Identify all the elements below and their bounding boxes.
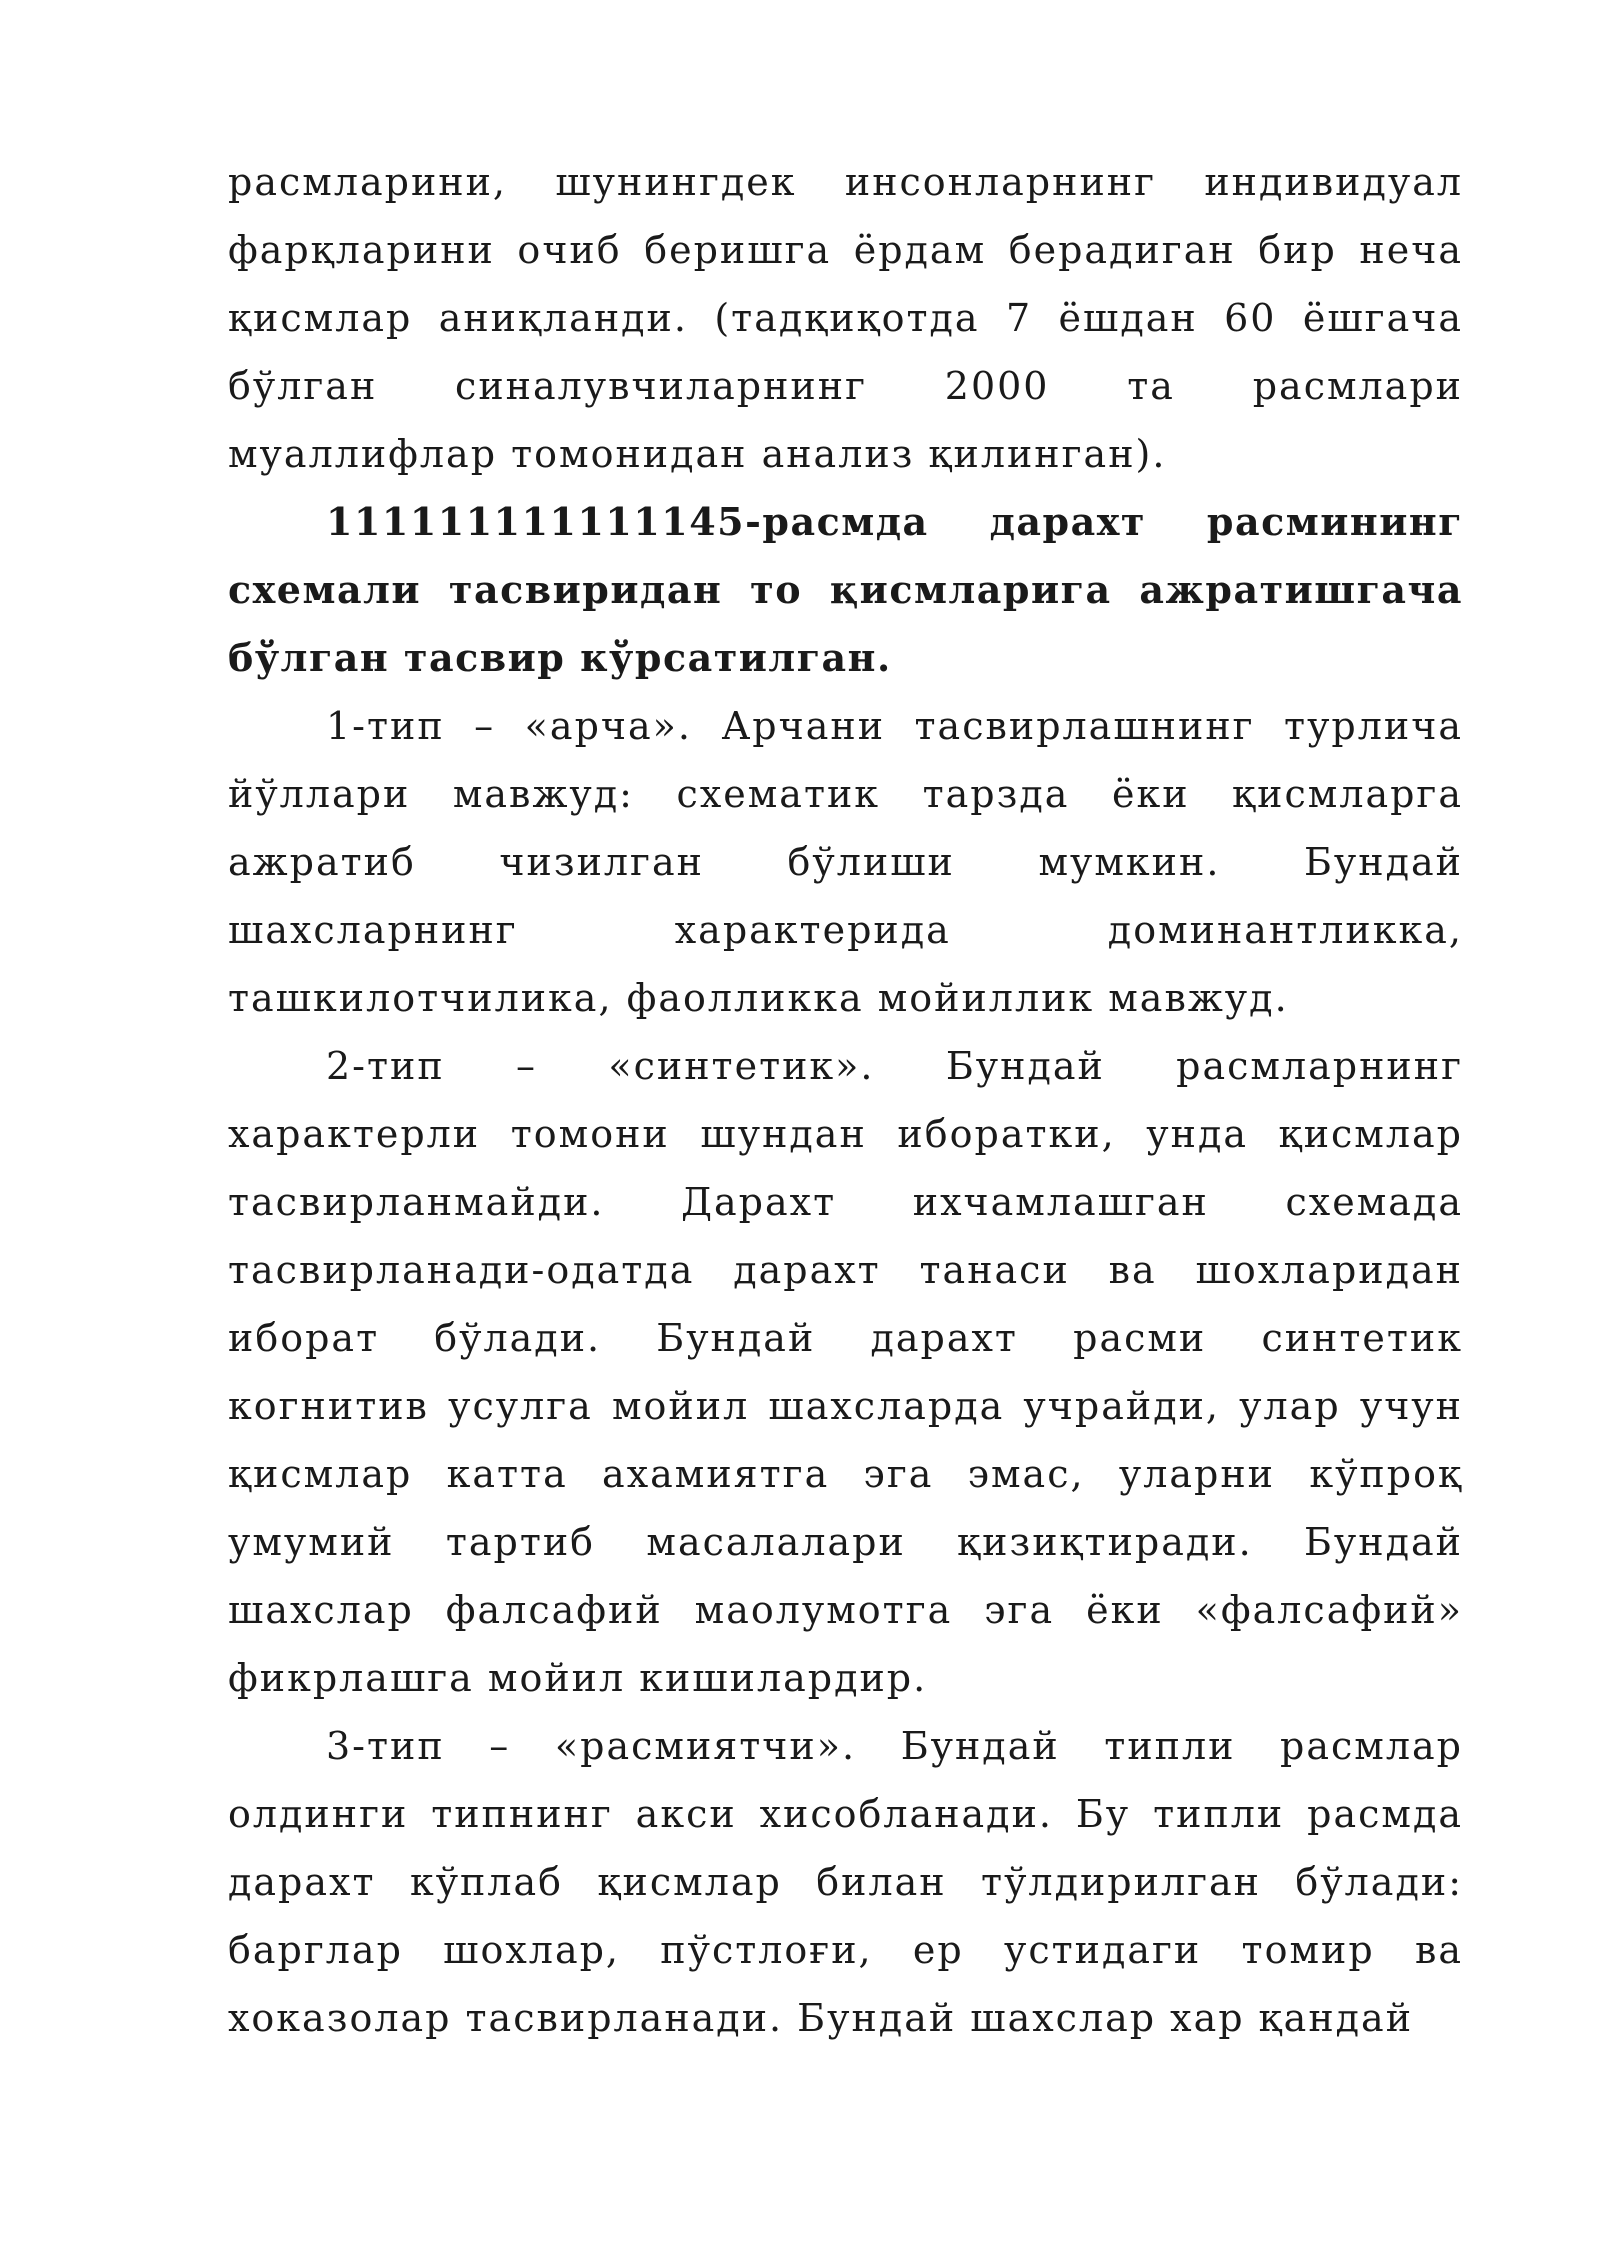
paragraph-continuation: расмларини, шунингдек инсонларнинг индивидуал фарқларини очиб беришга ёрдам берадиган бир неча қисмлар аниқланди. (тадқиқотда 7 ёшдан 60 ёшгача бўлган синалувчиларнинг 2000 та расмлари муаллифлар томонидан анализ қилинган). <box>228 160 1463 476</box>
paragraph-type-3: 3-тип – «расмиятчи». Бундай типли расмлар олдинги типнинг акси хисобланади. Бу типли расмда дарахт кўплаб қисмлар билан тўлдирилган бўлади: барглар шохлар, пўстлоғи, ер устидаги томир ва хоказолар тасвирланади. Бундай шахслар хар қандай <box>228 1724 1463 2040</box>
paragraph-figure-caption: 111111111111145-расмда дарахт расмининг схемали тасвиридан то қисмларига ажратишгача бўлган тасвир кўрсатилган. <box>228 499 1463 680</box>
paragraph-type-2: 2-тип – «синтетик». Бундай расмларнинг характерли томони шундан иборатки, унда қисмлар тасвирланмайди. Дарахт ихчамлашган схемада тасвирланади-одатда дарахт танаси ва шохларидан иборат бўлади. Бундай дарахт расми синтетик когнитив усулга мойил шахсларда учрайди, улар учун қисмлар катта ахамиятга эга эмас, уларни кўпроқ умумий тартиб масалалари қизиқтиради. Бундай шахслар фалсафий маолумотга эга ёки «фалсафий» фикрлашга мойил кишилардир. <box>228 1044 1463 1700</box>
body-text <box>228 148 1463 2052</box>
paragraph-type-1: 1-тип – «арча». Арчани тасвирлашнинг турлича йўллари мавжуд: схематик тарзда ёки қисмларга ажратиб чизилган бўлиши мумкин. Бундай шахсларнинг характерида доминантликка, ташкилотчилика, фаолликка мойиллик мавжуд. <box>228 704 1463 1020</box>
